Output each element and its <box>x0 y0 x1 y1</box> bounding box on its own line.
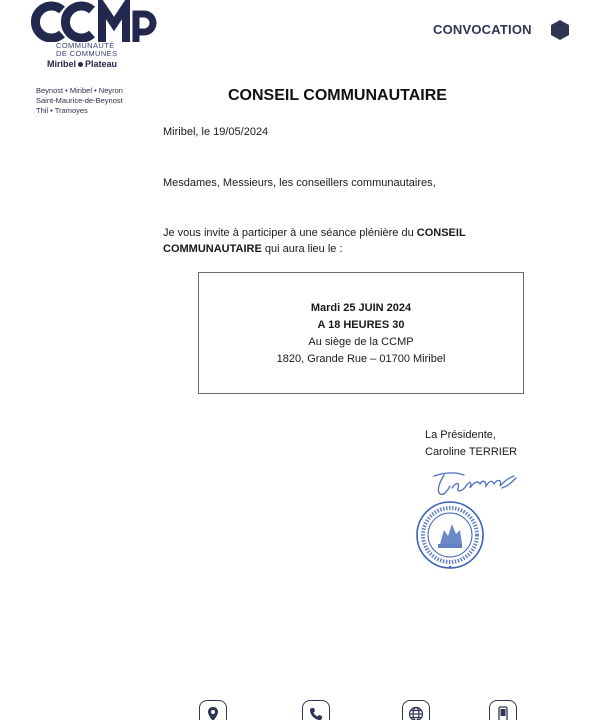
meeting-details-box <box>198 272 524 394</box>
logo-subtitle: COMMUNAUTÉ DE COMMUNES <box>56 41 118 58</box>
meeting-address: 1820, Grande Rue – 01700 Miribel <box>276 353 446 365</box>
globe-icon <box>402 700 430 720</box>
salutation: Mesdames, Messieurs, les conseillers communautaires, <box>163 177 436 189</box>
document-title: CONSEIL COMMUNAUTAIRE <box>228 87 447 104</box>
phone-icon <box>302 700 330 720</box>
handwritten-signature <box>428 468 520 500</box>
communes-list: Beynost • Miribel • Neyron Saint-Maurice-de-Beynost Thil • Tramoyes <box>36 86 123 115</box>
convocation-label: CONVOCATION <box>433 22 532 37</box>
ccmp-logo <box>30 0 160 72</box>
logo-dot-icon <box>78 62 83 67</box>
official-stamp <box>414 500 486 570</box>
meeting-date: Mardi 25 JUIN 2024 <box>310 302 412 314</box>
mobile-icon <box>489 700 517 720</box>
date-line: Miribel, le 19/05/2024 <box>163 126 269 138</box>
meeting-time: A 18 HEURES 30 <box>317 319 405 331</box>
meeting-place: Au siège de la CCMP <box>308 336 414 348</box>
signer-role: La Présidente, <box>425 429 496 441</box>
ccmp-logo-mark <box>30 0 160 42</box>
invitation-text: Je vous invite à participer à une séance plénière du CONSEIL COMMUNAUTAIRE qui aura lieu le : <box>163 227 466 255</box>
hexagon-icon <box>549 19 571 41</box>
location-icon <box>199 700 227 720</box>
logo-city-name: Miribel Plateau <box>47 59 118 69</box>
signer-name: Caroline TERRIER <box>425 446 518 458</box>
